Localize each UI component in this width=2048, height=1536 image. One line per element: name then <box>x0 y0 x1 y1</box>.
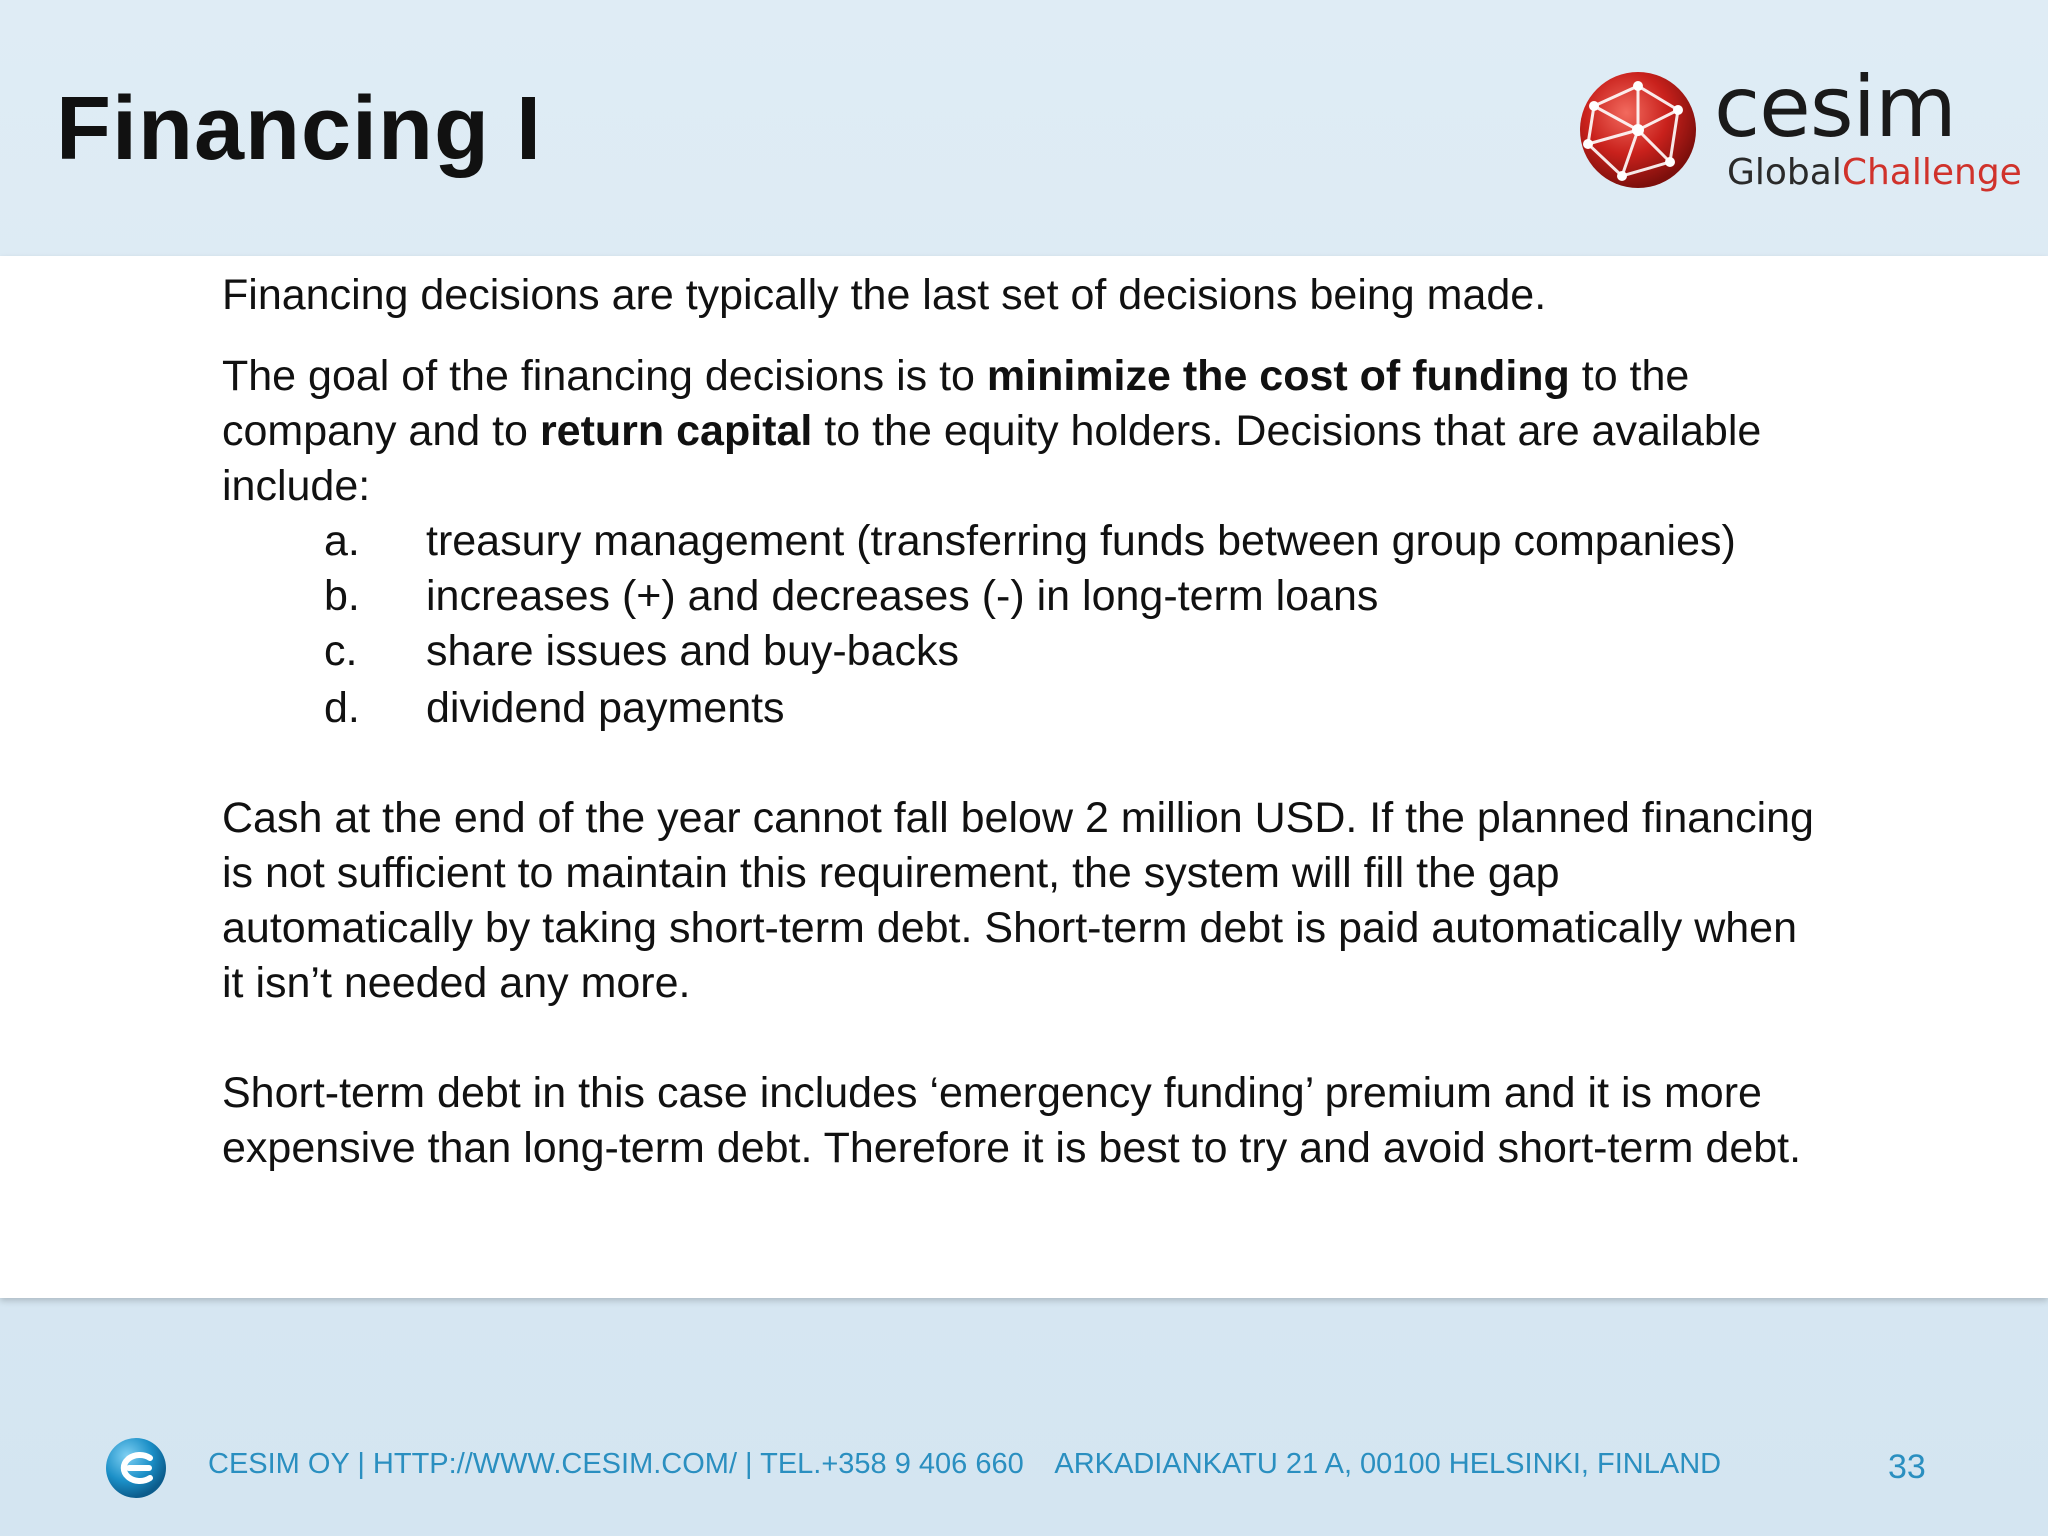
goal-text-1: The goal of the financing decisions is to <box>222 352 987 400</box>
goal-text-2: to the company and to <box>222 352 1690 455</box>
page-number: 33 <box>1888 1448 1926 1486</box>
footer-contact-text: CESIM OY | HTTP://WWW.CESIM.COM/ | TEL.+358 9 406 660 ARKADIANKATU 21 A, 00100 HELSINKI, FINLAND <box>208 1448 1722 1480</box>
globe-logo-icon <box>1574 66 1702 194</box>
list-item-text: treasury management (transferring funds between group companies) <box>426 517 1736 565</box>
paragraph-short-term-debt: Short-term debt in this case includes ‘emergency funding’ premium and it is more expensive than long-term debt. Therefore it is best to try and avoid short-term debt. <box>222 1069 1802 1172</box>
list-item <box>222 569 1822 624</box>
list-item-text: share issues and buy-backs <box>426 627 960 675</box>
goal-text-3: to the equity holders. Decisions that are available include: <box>222 407 1762 510</box>
list-item <box>222 514 1822 569</box>
spacer <box>222 1011 1822 1066</box>
list-marker: b. <box>324 572 360 620</box>
logo-wordmark: cesim <box>1714 58 1956 156</box>
logo-sub-global: Global <box>1727 152 1842 193</box>
paragraph-cash: Cash at the end of the year cannot fall below 2 million USD. If the planned financing is not sufficient to maintain this requirement, the system will fill the gap automatically by taking short-term debt. Short-term debt is paid automatically when it isn’t needed any more. <box>222 794 1814 1007</box>
list-item-text: dividend payments <box>426 684 785 732</box>
list-marker: c. <box>324 627 358 675</box>
list-item-text: increases (+) and decreases (-) in long-term loans <box>426 572 1379 620</box>
body-text <box>222 268 1822 1176</box>
paragraph-goal <box>222 349 1822 514</box>
goal-bold-capital: return capital <box>539 407 813 455</box>
spacer <box>222 736 1822 791</box>
cesim-logo <box>1574 58 2022 196</box>
paragraph-intro: Financing decisions are typically the last set of decisions being made. <box>222 271 1547 319</box>
list-marker: a. <box>324 517 360 565</box>
list-item <box>222 624 1822 679</box>
content-panel <box>0 256 2048 1298</box>
slide-header <box>0 0 2048 256</box>
logo-subtitle <box>1727 152 2022 193</box>
cesim-c-icon <box>104 1436 168 1500</box>
slide-title: Financing I <box>56 79 543 179</box>
list-item <box>222 681 1822 736</box>
logo-sub-challenge: Challenge <box>1841 152 2022 193</box>
decision-list <box>222 514 1822 736</box>
slide-footer <box>0 1400 2048 1536</box>
list-marker: d. <box>324 684 360 732</box>
goal-bold-cost: minimize the cost of funding <box>986 352 1570 400</box>
